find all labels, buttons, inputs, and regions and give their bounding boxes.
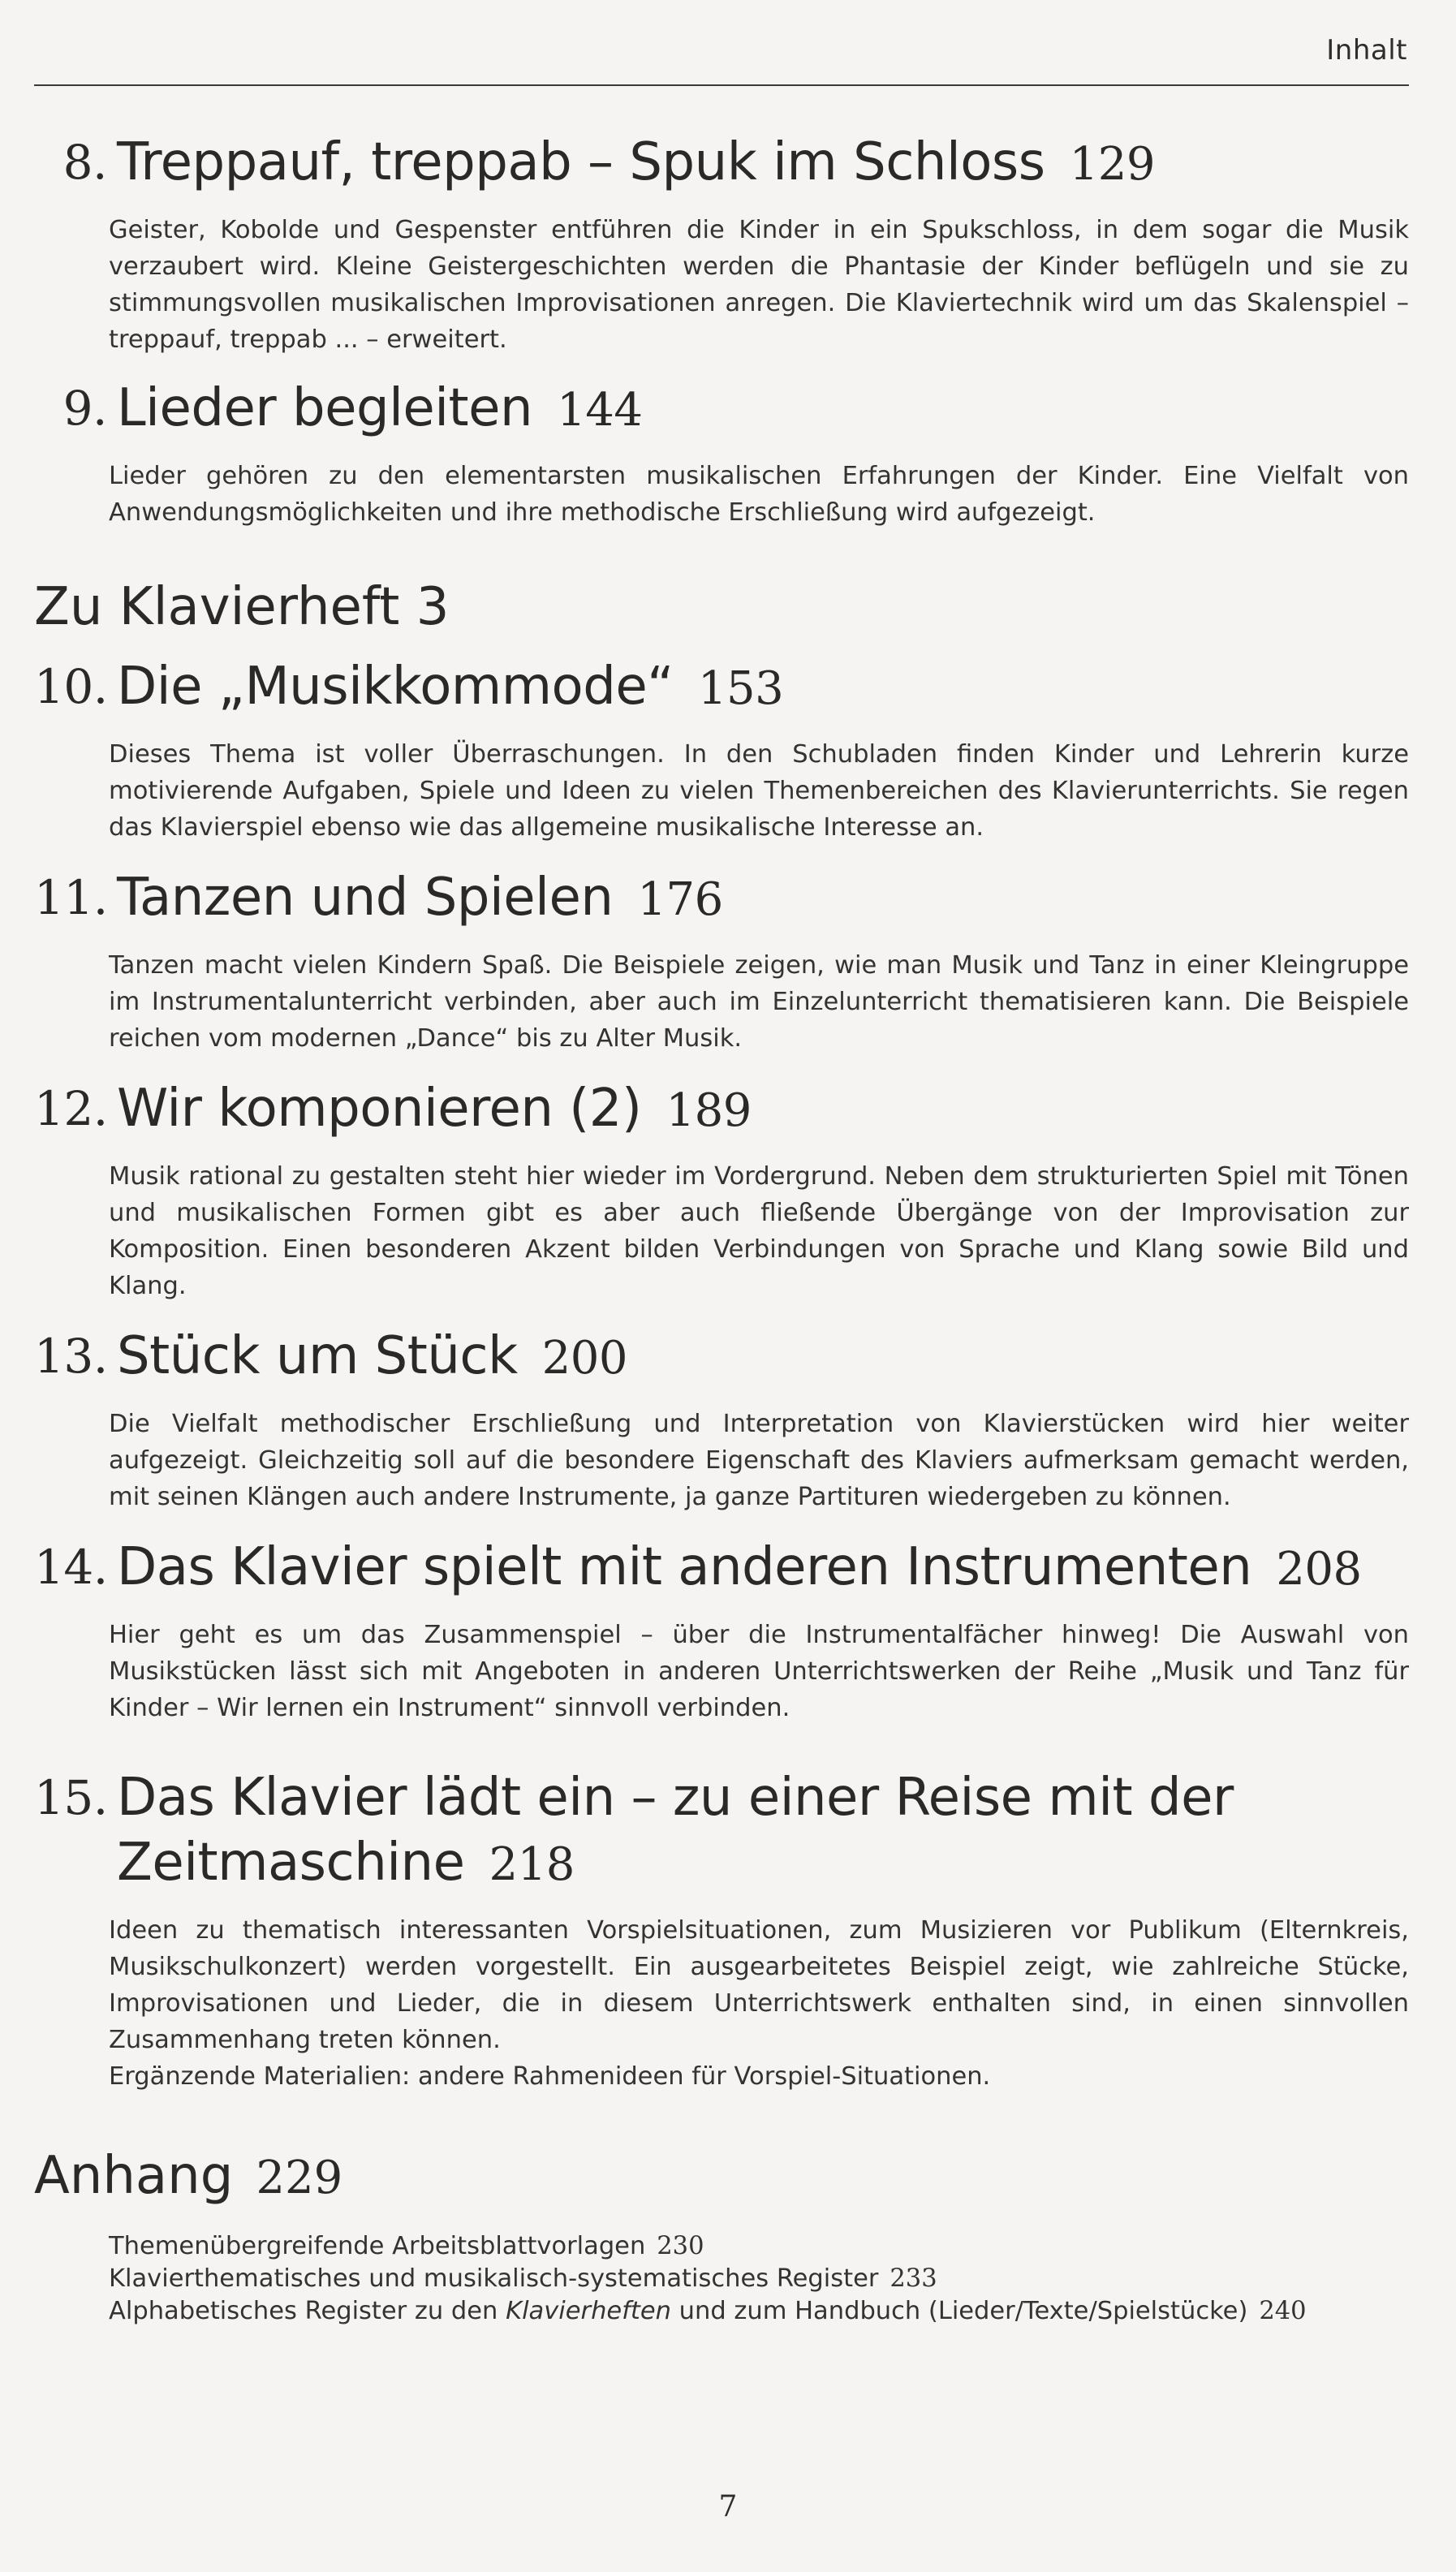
- entry-description: Musik rational zu gestalten steht hier wieder im Vordergrund. Neben dem strukturierten Spiel mit Tönen und musikalischen Formen gibt es aber auch fließende Übergänge von der Improvisation zur Komposition. Einen besonderen Akzent bilden Verbindungen von Sprache und Klang sowie Bild und Klang.: [109, 1162, 1409, 1300]
- appendix-item-text-before: Alphabetisches Register zu den: [109, 2297, 506, 2325]
- appendix-title: Anhang: [34, 2146, 234, 2206]
- entry-title: Treppauf, treppab – Spuk im Schloss: [117, 132, 1045, 192]
- toc-entry-heading: [34, 865, 1409, 933]
- entry-description: [109, 1912, 1409, 2095]
- entry-page: 218: [489, 1838, 575, 1891]
- toc-entry-11: [34, 865, 1409, 1057]
- toc-entry-13: [34, 1324, 1409, 1515]
- entry-page: 189: [666, 1084, 752, 1137]
- entry-number: 10.: [34, 659, 108, 714]
- toc-entry-8: [34, 130, 1409, 358]
- toc-content: [34, 130, 1409, 2328]
- appendix-heading: [34, 2143, 1409, 2211]
- entry-description: Die Vielfalt methodischer Erschließung und Interpretation von Klavierstücken wird hier weiter aufgezeigt. Gleichzeitig soll auf die besondere Eigenschaft des Klaviers aufmerksam gemacht werden, mit seinen Klängen auch andere Instrumente, ja ganze Partituren wiedergeben zu können.: [109, 1410, 1409, 1511]
- toc-entry-heading: [34, 1076, 1409, 1144]
- entry-title: Tanzen und Spielen: [117, 868, 614, 928]
- running-head: Inhalt: [1326, 34, 1407, 67]
- entry-description-extra: Ergänzende Materialien: andere Rahmenideen für Vorspiel-Situationen.: [109, 2062, 991, 2091]
- toc-entry-12: [34, 1076, 1409, 1304]
- entry-title-line2: Zeitmaschine: [117, 1833, 465, 1893]
- toc-entry-heading: [34, 376, 1409, 443]
- entry-number: 13.: [34, 1329, 108, 1384]
- toc-entry-15: [34, 1765, 1409, 2095]
- page-number: 7: [718, 2490, 738, 2523]
- entry-page: 200: [541, 1332, 628, 1385]
- part-heading: Zu Klavierheft 3: [34, 577, 450, 637]
- entry-number: 8.: [62, 135, 107, 190]
- entry-number: 14.: [34, 1540, 108, 1595]
- entry-number: 11.: [34, 870, 108, 925]
- appendix: [34, 2143, 1409, 2328]
- entry-title: Die „Musikkommode“: [117, 657, 674, 717]
- toc-entry-heading: [34, 130, 1409, 197]
- appendix-item-text: Themenübergreifende Arbeitsblattvorlagen: [109, 2232, 646, 2260]
- appendix-page: 229: [256, 2152, 343, 2204]
- entry-description: Lieder gehören zu den elementarsten musikalischen Erfahrungen der Kinder. Eine Vielfalt von Anwendungsmöglichkeiten und ihre methodische Erschließung wird aufgezeigt.: [109, 462, 1409, 527]
- toc-entry-heading: [34, 654, 1409, 722]
- entry-page: 176: [637, 873, 723, 926]
- entry-page: 129: [1069, 138, 1155, 191]
- entry-title: Das Klavier spielt mit anderen Instrumenten: [117, 1537, 1252, 1597]
- header-rule: [34, 84, 1409, 86]
- entry-title: Lieder begleiten: [117, 378, 533, 438]
- appendix-item: [109, 2230, 1409, 2263]
- appendix-item-text-italic: Klavierheften: [506, 2297, 671, 2325]
- appendix-item: [109, 2263, 1409, 2295]
- entry-description: Geister, Kobolde und Gespenster entführen die Kinder in ein Spukschloss, in dem sogar die Musik verzaubert wird. Kleine Geistergeschichten werden die Phantasie der Kinder beflügeln und sie zu stimmungsvollen musikalischen Improvisationen anregen. Die Klaviertechnik wird um das Skalenspiel – treppauf, treppab ... – erweitert.: [109, 216, 1409, 354]
- appendix-item-page: 240: [1259, 2297, 1307, 2325]
- toc-entry-heading: [34, 1765, 1409, 1898]
- entry-title: Wir komponieren (2): [117, 1079, 642, 1139]
- appendix-item-page: 233: [890, 2264, 937, 2293]
- entry-page: 208: [1276, 1543, 1362, 1596]
- appendix-item: [109, 2295, 1409, 2328]
- entry-description: Hier geht es um das Zusammenspiel – über die Instrumentalfächer hinweg! Die Auswahl von Musikstücken lässt sich mit Angeboten in anderen Unterrichtswerken der Reihe „Musik und Tanz für Kinder – Wir lernen ein Instrument“ sinnvoll verbinden.: [109, 1621, 1409, 1722]
- entry-description-text: Ideen zu thematisch interessanten Vorspielsituationen, zum Musizieren vor Publikum (Elternkreis, Musikschulkonzert) werden vorgestellt. Ein ausgearbeitetes Beispiel zeigt, wie zahlreiche Stücke, Improvisationen und Lieder, die in diesem Unterrichtswerk enthalten sind, in einen sinnvollen Zusammenhang treten können.: [109, 1916, 1409, 2054]
- appendix-list: [109, 2230, 1409, 2328]
- entry-description: Dieses Thema ist voller Überraschungen. In den Schubladen finden Kinder und Lehrerin kurze motivierende Aufgaben, Spiele und Ideen zu vielen Themenbereichen des Klavierunterrichts. Sie regen das Klavierspiel ebenso wie das allgemeine musikalische Interesse an.: [109, 740, 1409, 842]
- appendix-item-page: 230: [657, 2232, 704, 2260]
- entry-number: 9.: [62, 381, 107, 436]
- entry-page: 144: [557, 384, 643, 437]
- entry-title: Stück um Stück: [117, 1326, 518, 1386]
- toc-entry-14: [34, 1535, 1409, 1726]
- entry-number: 15.: [34, 1770, 108, 1825]
- entry-number: 12.: [34, 1081, 108, 1136]
- appendix-item-text-after: und zum Handbuch (Lieder/Texte/Spielstücke): [670, 2297, 1248, 2325]
- entry-page: 153: [697, 662, 784, 715]
- toc-entry-heading: [34, 1324, 1409, 1391]
- toc-entry-heading: [34, 1535, 1409, 1602]
- entry-title-line1: Das Klavier lädt ein – zu einer Reise mit der: [117, 1768, 1234, 1828]
- toc-entry-10: [34, 654, 1409, 846]
- toc-entry-9: [34, 376, 1409, 531]
- appendix-item-text: Klavierthematisches und musikalisch-systematisches Register: [109, 2264, 879, 2293]
- entry-description: Tanzen macht vielen Kindern Spaß. Die Beispiele zeigen, wie man Musik und Tanz in einer Kleingruppe im Instrumentalunterricht verbinden, aber auch im Einzelunterricht thematisieren kann. Die Beispiele reichen vom modernen „Dance“ bis zu Alter Musik.: [109, 951, 1409, 1053]
